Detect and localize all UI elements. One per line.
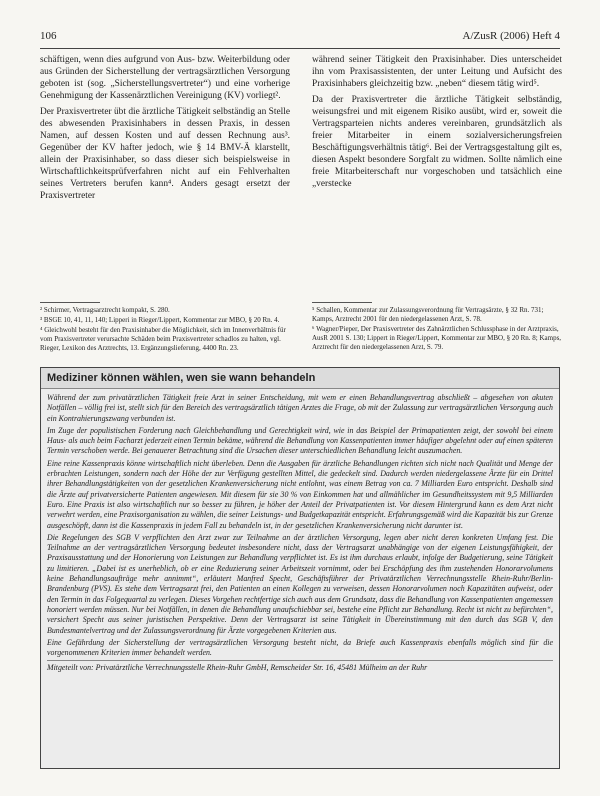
footnote-divider <box>312 302 372 303</box>
footnote-divider <box>40 302 100 303</box>
info-box <box>40 367 560 769</box>
info-box-body <box>41 389 559 680</box>
footnote: ⁶ Wagner/Pieper, Der Praxisvertreter des Zahnärztlichen Schlussphase in der Arztpraxis, AusR 2001 S. 130; Lippert in Rieger/Lippert, Kommentar zur MBO, § 20 Rn. 8; Kamps, Arztrecht für den niedergelassenen Arzt, S. 79. <box>312 325 562 351</box>
footnote: ² Schirmer, Vertragsarztrecht kompakt, S. 280. <box>40 306 170 314</box>
footnote: ³ BSGE 10, 41, 11, 140; Lipperi in Rieger/Lippert, Kommentar zur MBO, § 20 Rn. 4. <box>40 316 280 324</box>
left-paragraph: schäftigen, wenn dies aufgrund von Aus- bzw. Weiterbildung oder aus Gründen der Sicherstellung der vertragsärztlichen Versorgung geboten ist (sog. „Sicherstellungsvertreter“) und eine vorherige Genehmigung der Kassenärztlichen Vereinigung (KV) vorliegt². <box>40 55 290 101</box>
right-column <box>312 54 562 194</box>
footnote: ⁵ Schallen, Kommentar zur Zulassungsverordnung für Vertragsärzte, § 32 Rn. 731; Kamps, Arztrecht 2001 für den niedergelassenen Arzt, S. 78. <box>312 306 544 323</box>
info-box-title: Mediziner können wählen, wen sie wann behandeln <box>41 368 559 389</box>
info-box-paragraph: Eine Gefährdung der Sicherstellung der vertragsärztlichen Versorgung besteht nicht, da Briefe auch Kassenpraxis ebenfalls möglich sind für die vorgenommenen Kriterien immer behandelt werden. <box>47 637 553 658</box>
footnotes-right <box>312 306 562 353</box>
info-box-source: Mitgeteilt von: Privatärztliche Verrechnungsstelle Rhein-Ruhr GmbH, Remscheider Str. 16, 45481 Mülheim an der Ruhr <box>47 660 553 673</box>
left-paragraph: Der Praxisvertreter übt die ärztliche Tätigkeit selbständig an Stelle des abwesenden Praxisinhabers in dessen Praxis, in dessen Namen, auf dessen Kosten und auf dessen Rechnung aus³. Gegenüber der KV hafter jedoch, wie § 14 BMV-Ä klarstellt, allein der Praxisinhaber, so dass dieser sich beispielsweise in Wirtschaftlichkeitsprüfverfahren nicht auf ein Fehlverhalten seines Vertreters berufen kann⁴. Anders gesagt ersetzt der Praxisvertreter <box>40 107 290 201</box>
page-number: 106 <box>40 30 57 42</box>
journal-reference: A/ZusR (2006) Heft 4 <box>462 30 560 42</box>
info-box-paragraph: Die Regelungen des SGB V verpflichten den Arzt zwar zur Teilnahme an der ärztlichen Versorgung, legen aber nicht deren konkreten Umfang fest. Die Teilnahme an der vertragsärztlichen Versorgung bedeutet insbesondere nicht, dass der Vertragsarzt unabhängige von der eigenen Leistungsfähigkeit, der Praxisausstattung und der Honorierung von Leistungen zur Behandlung verpflichtet ist. Es ist ihm durchaus erlaubt, infolge der Budgetierung, seine Tätigkeit zu limitieren. „Dabei ist es unerheblich, ob er eine Reduzierung seiner Arbeitszeit vornimmt, oder bei Erschöpfung des ihm zustehenden Honorarvolumens keine Behandlungsaufträge mehr annimmt“, erläutert Manfred Specht, Geschäftsführer der Privatärztlichen Verrechnungsstelle Rhein-Ruhr/Berlin-Brandenburg (PVS). Es stehe dem Vertragsarzt frei, den Patienten an einen Kollegen zu verweisen, dessen Honorarvolumen noch Kapazitäten aufweist, oder den Termin in das Folgequartal zu verlegen. Dieses Vorgehen rechtfertige sich auch aus dem Grundsatz, dass die Behandlung von Kassenpatienten angemessen honoriert werden müssen. Nur bei Notfällen, in denen die Behandlung unaufschiebbar sei, bestehe eine Pflicht zur Behandlung. Recht ist nicht zu befürchten“, versichert Specht aus seiner juristischen Perspektive. Denn der Vertragsarzt ist seine Tätigkeit in Übereinstimmung mit den durch das SGB V, den Bundesmantelvertrag und der Zulassungsverordnung für Ärzte vorgegebenen Kriterien aus. <box>47 532 553 635</box>
page-header <box>40 30 560 49</box>
info-box-paragraph: Eine reine Kassenpraxis könne wirtschaftlich nicht überleben. Denn die Ausgaben für ärztliche Behandlungen richten sich nicht nach Qualität und Menge der erbrachten Leistungen, sondern nach der Höhe der zur Verfügung gestellten Mittel, die gedeckelt sind. Dadurch werden niedergelassene Ärzte für ein Drittel ihrer Behandlungstätigkeiten von der gesetzlichen Krankenversicherung nicht entlohnt, was einem Betrag von ca. 7 Milliarden Euro entspricht. Deshalb sind die Ärzte auf privatversicherte Patienten angewiesen. Mit diesem für sie 30 % von Einkommen hat und allmählicher im Gesundheitssystem mit 9,5 Milliarden Euro. Eine Praxis ist also wirtschaftlich nur so besser zu führen, je höher der Anteil der Privatpatienten ist. Vor diesem Hintergrund kann es dem Arzt nicht verwehrt werden, eine Praxisorganisation zu wählen, die seiner Leistungs- und Budgetkapazität entspricht. Erfahrungsgemäß wird die Kapazität bis zur Grenze ausgeschöpft, dann ist die Kassenpraxis in jedem Fall zu behandeln ist, in der gesetzlichen Krankenversicherung nicht darunter ist. <box>47 458 553 530</box>
info-box-paragraph: Während der zum privatärztlichen Tätigkeit freie Arzt in seiner Entscheidung, mit wem er einen Behandlungsvertrag abschließt – abgesehen von akuten Notfällen – völlig frei ist, stellt sich für den Bereich des vertragsärztlich tätigen Arztes die Frage, ob mit der Zulassung zur vertragsärztlichen Versorgung auch ein Kontrahierungszwang verbunden ist. <box>47 393 553 423</box>
right-paragraph: während seiner Tätigkeit den Praxisinhaber. Dies unterscheidet ihn vom Praxisassistenten, der unter Leitung und Aufsicht des Praxisinhabers gleichzeitig bzw. „neben“ diesem tätig wird⁵. <box>312 55 562 89</box>
left-column <box>40 54 290 206</box>
footnotes-left <box>40 306 290 354</box>
right-paragraph: Da der Praxisvertreter die ärztliche Tätigkeit selbständig, weisungsfrei und mit eigenem Risiko ausübt, wird er, soweit die Vertragsparteien nichts anderes vereinbaren, grundsätzlich als freier Mitarbeiter in einem sozialversicherungsfreien Beschäftigungsverhältnis tätig⁶. Bei der Vertragsgestaltung gilt es, diesen Aspekt besondere Sorgfalt zu widmen. Sollte nämlich eine freie Mitarbeiterschaft nur vorgeschoben und tatsächlich eine „verstecke <box>312 95 562 189</box>
footnote: ⁴ Gleichwohl besteht für den Praxisinhaber die Möglichkeit, sich im Innenverhältnis für vom Praxisvertreter verursachte Schäden beim Praxisvertreter schadlos zu halten, vgl. Rieger, Lexikon des Arztrechts, 13. Ergänzungslieferung, 4400 Rn. 23. <box>40 326 286 352</box>
info-box-paragraph: Im Zuge der populistischen Forderung nach Gleichbehandlung und Gerechtigkeit wird, wie in das Beispiel der Primapatienten zeigt, der sowohl bei einem Haus- als auch beim Facharzt jederzeit einen Termin bekäme, während die Behandlung von Kassenpatienten immer häufiger abgelehnt oder auf einen späteren Termin verschoben werde. Bei genauerer Betrachtung sind die Ursachen dieser unterschiedlichen Behandlung leicht auszumachen. <box>47 425 553 456</box>
